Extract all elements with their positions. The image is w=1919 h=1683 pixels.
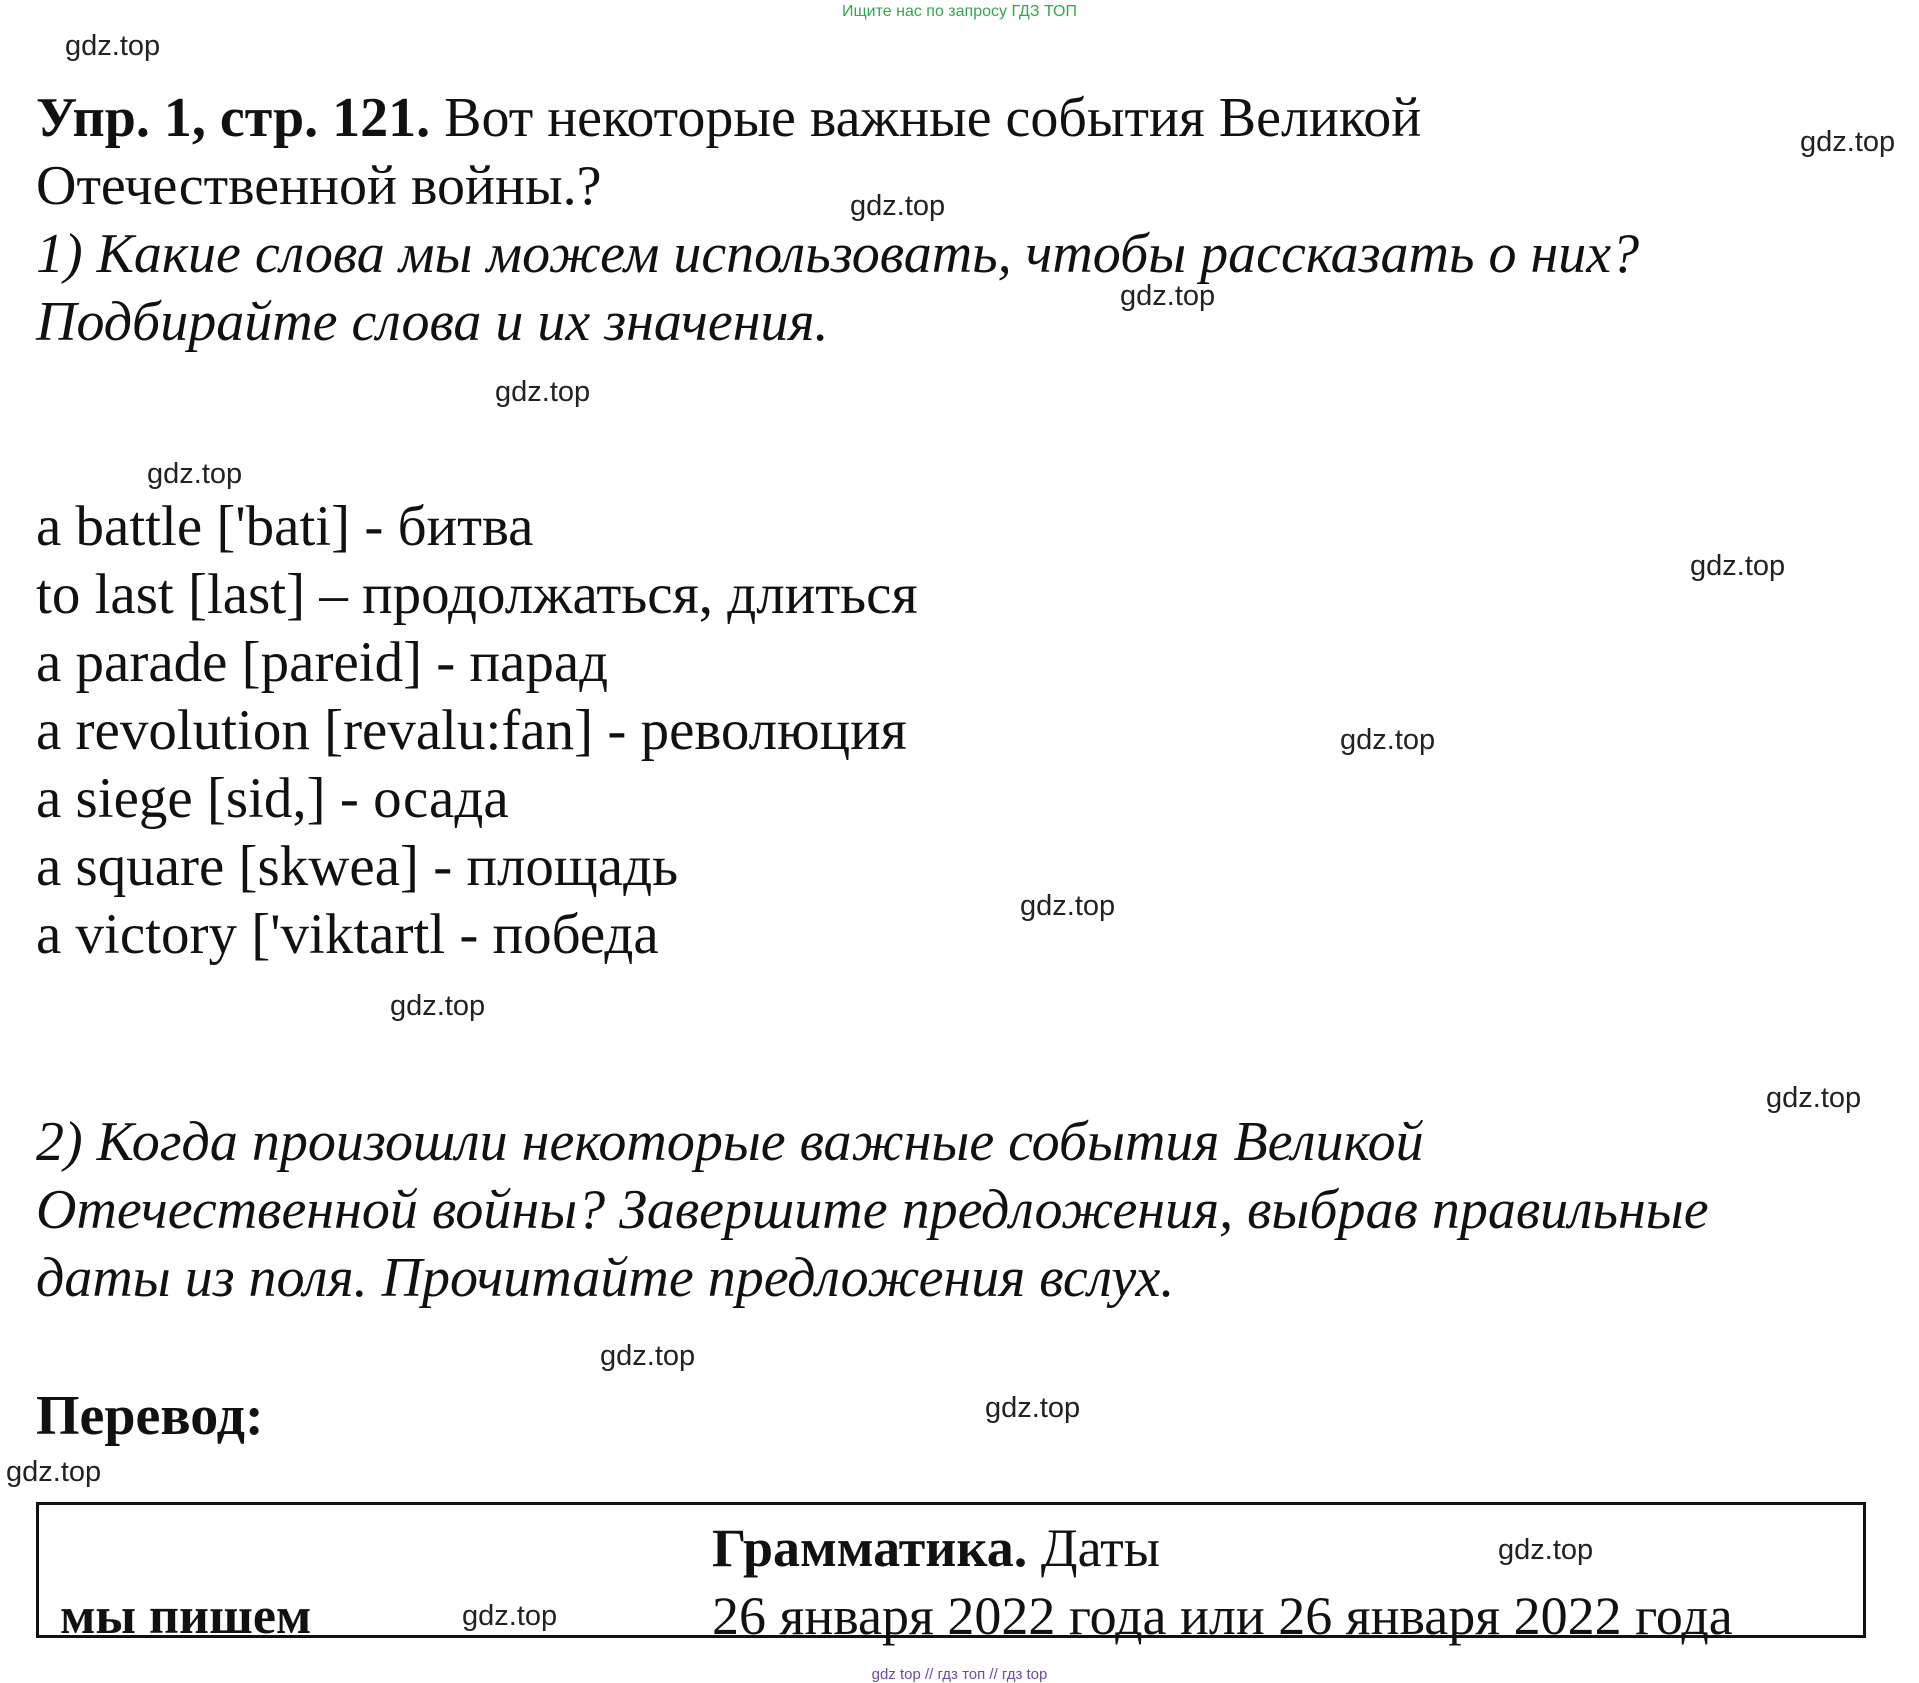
- watermark: gdz.top: [147, 458, 243, 490]
- exercise-title-text: Вот некоторые важные события Великой: [430, 87, 1422, 149]
- vocab-item: a battle ['bati] - битва: [36, 495, 534, 558]
- task2-line2: Отечественной войны? Завершите предложения, выбрав правильные: [36, 1179, 1709, 1241]
- watermark: gdz.top: [1690, 550, 1786, 582]
- watermark: gdz.top: [390, 990, 486, 1022]
- watermark: gdz.top: [1498, 1534, 1594, 1566]
- watermark: gdz.top: [600, 1340, 696, 1372]
- watermark: gdz.top: [1766, 1082, 1862, 1114]
- task2-line1: 2) Когда произошли некоторые важные события Великой: [36, 1111, 1424, 1173]
- vocab-item: a revolution [revalu:fan] - революция: [36, 699, 907, 762]
- grammar-left-label: мы пишем: [60, 1588, 312, 1645]
- footer-text: gdz top // гдз топ // гдз top: [871, 1666, 1048, 1683]
- watermark: gdz.top: [1020, 890, 1116, 922]
- grammar-title: [712, 1516, 1160, 1580]
- watermark: gdz.top: [65, 30, 161, 62]
- watermark: gdz.top: [6, 1456, 102, 1488]
- exercise-title-line2: Отечественной войны.?: [36, 155, 602, 217]
- watermark: gdz.top: [850, 190, 946, 222]
- watermark: gdz.top: [1120, 280, 1216, 312]
- exercise-label: Упр. 1, стр. 121.: [36, 87, 431, 149]
- grammar-example: 26 января 2022 года или 26 января 2022 года: [712, 1586, 1733, 1646]
- vocab-item: a parade [pareid] - парад: [36, 631, 609, 694]
- translation-heading: Перевод:: [36, 1385, 264, 1447]
- grammar-title-bold: Грамматика.: [712, 1518, 1028, 1578]
- watermark: gdz.top: [1340, 724, 1436, 756]
- vocab-item: a square [skwea] - площадь: [36, 835, 679, 898]
- watermark: gdz.top: [462, 1600, 558, 1632]
- watermark: gdz.top: [495, 376, 591, 408]
- top-banner-text: Ищите нас по запросу ГДЗ ТОП: [842, 3, 1077, 20]
- vocab-item: a siege [sid,] - осада: [36, 767, 509, 830]
- grammar-title-rest: Даты: [1027, 1518, 1161, 1578]
- task1-line2: Подбирайте слова и их значения.: [36, 291, 829, 353]
- task1-line1: 1) Какие слова мы можем использовать, чтобы рассказать о них?: [36, 223, 1640, 285]
- watermark: gdz.top: [985, 1392, 1081, 1424]
- vocab-item: a victory ['viktartl - победа: [36, 903, 659, 966]
- exercise-title: [36, 84, 1421, 152]
- watermark: gdz.top: [1800, 126, 1896, 158]
- vocab-item: to last [last] – продолжаться, длиться: [36, 563, 918, 626]
- task2-line3: даты из поля. Прочитайте предложения вслух.: [36, 1247, 1175, 1309]
